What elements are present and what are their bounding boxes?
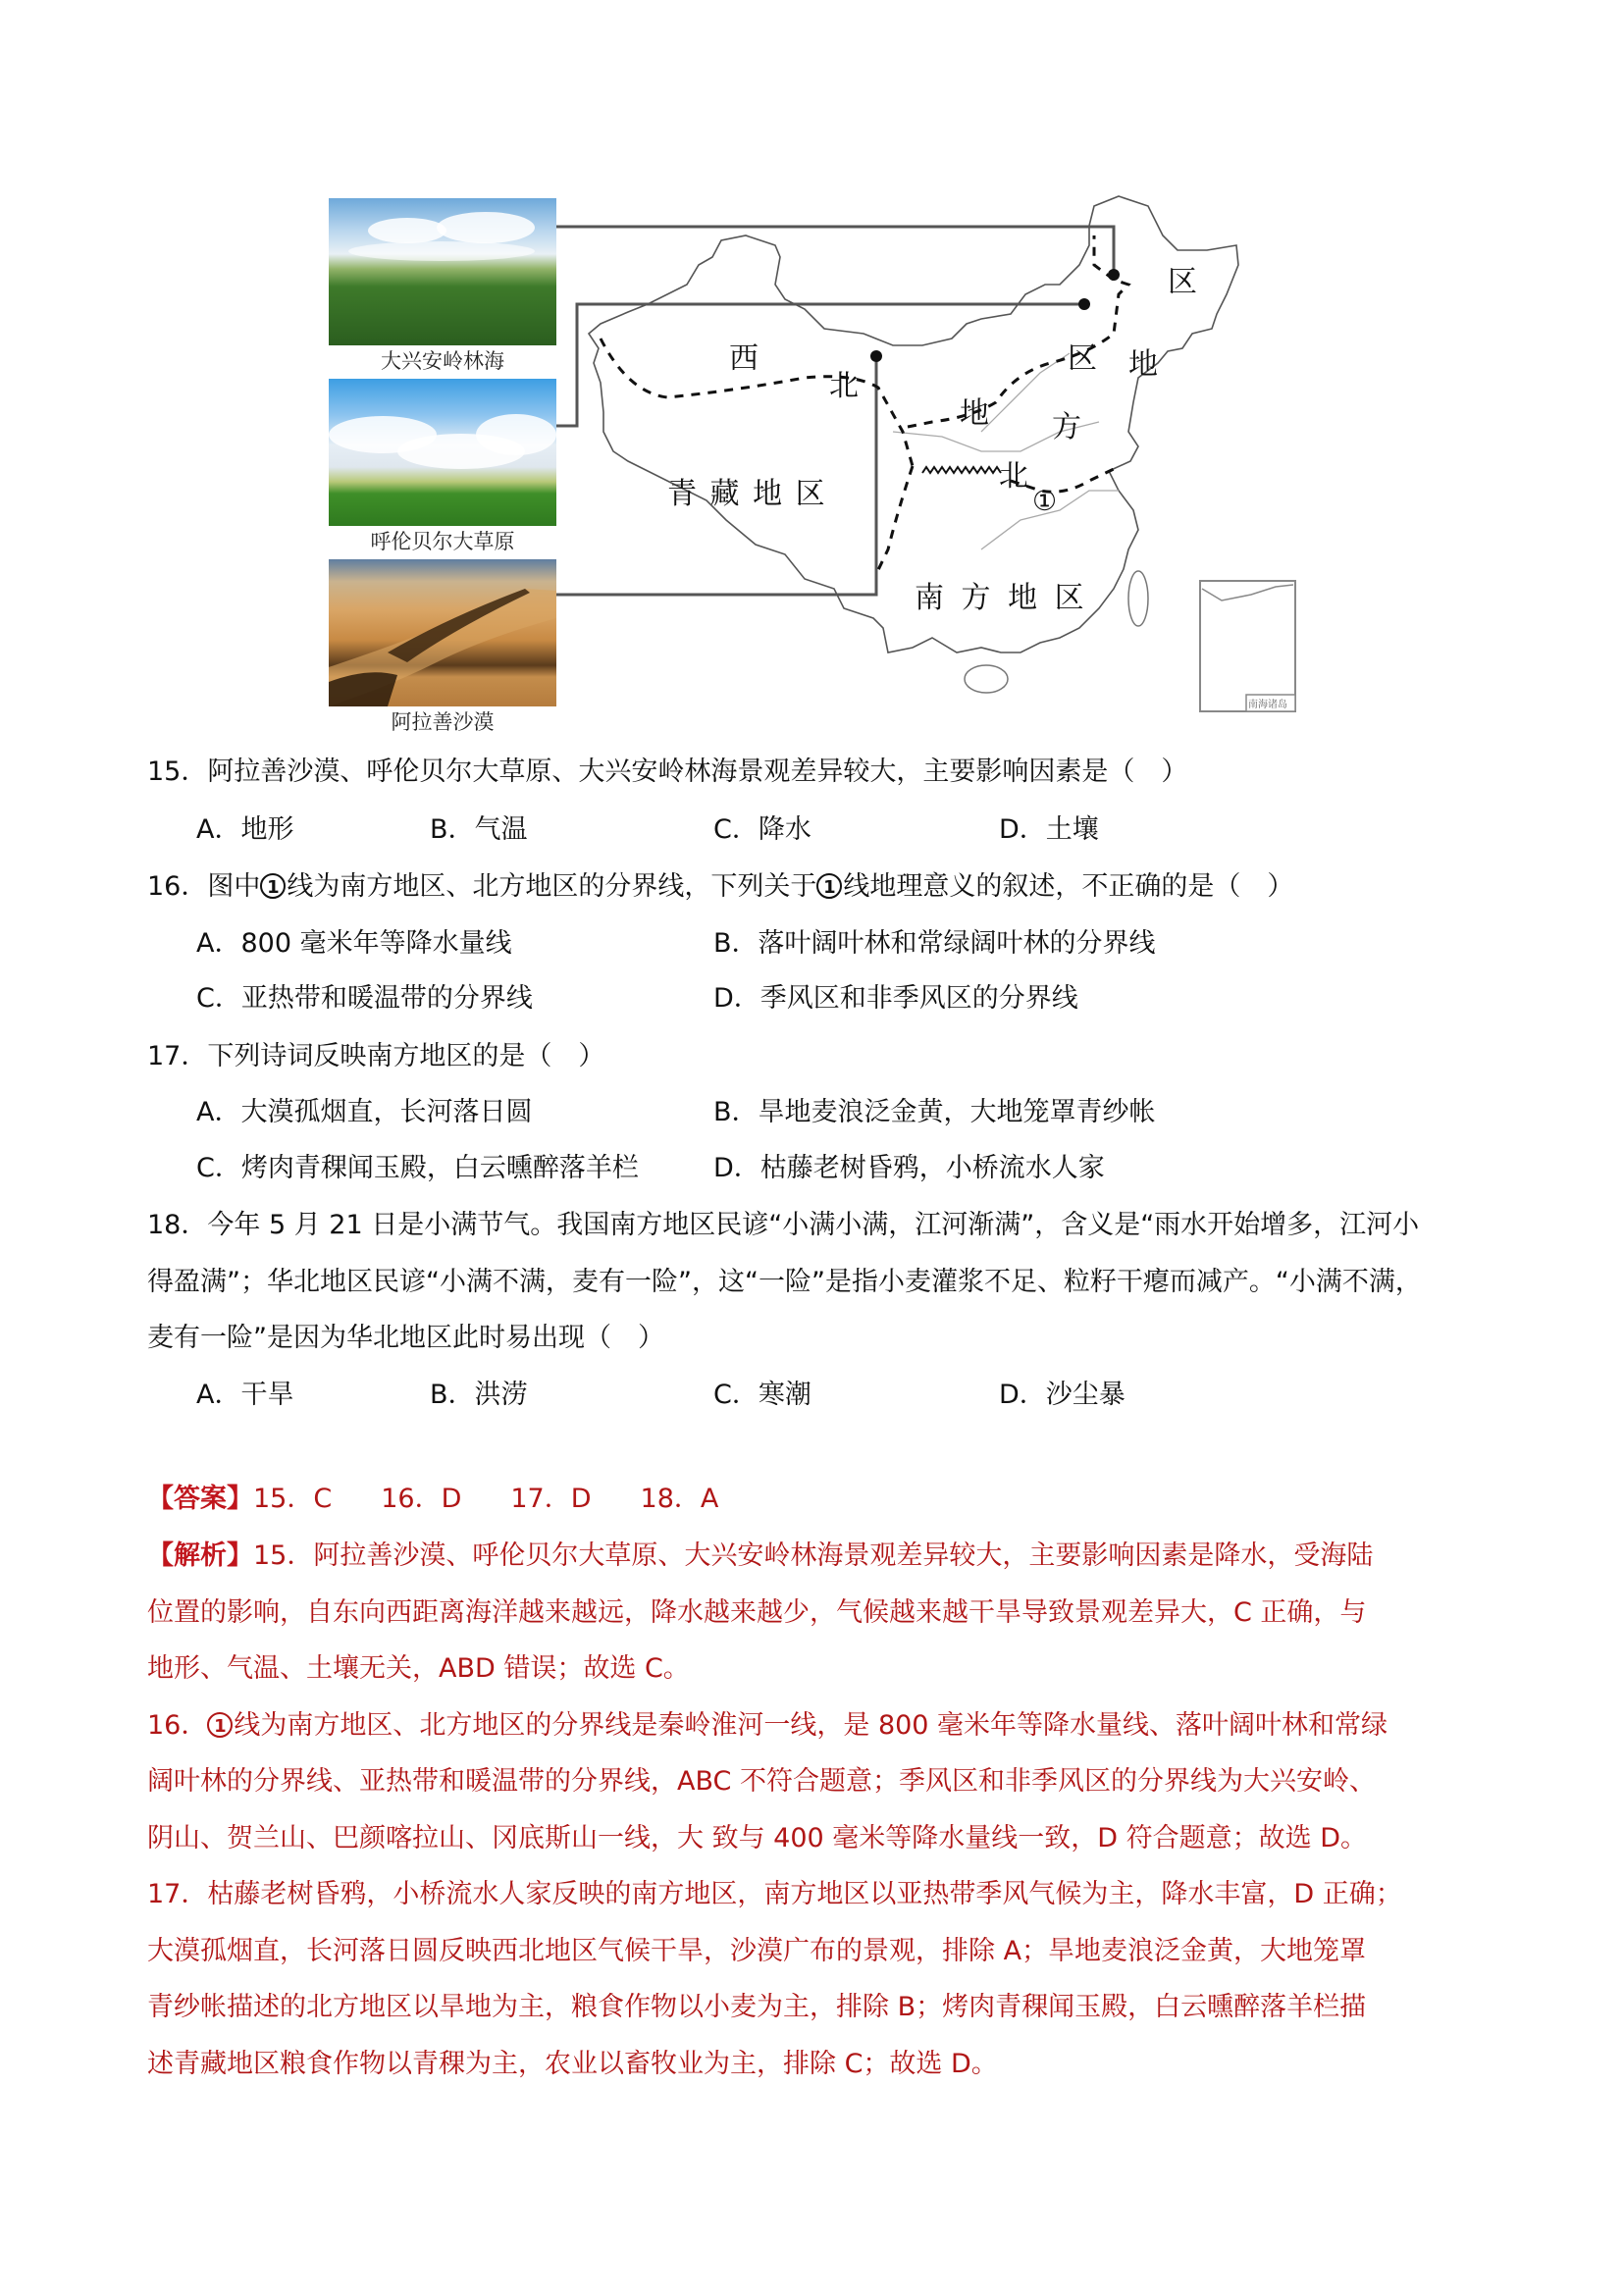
taiwan-island — [1128, 571, 1148, 626]
q16-option-d[interactable] — [713, 985, 1078, 1012]
option-key: D． — [713, 983, 760, 1014]
option-key: C． — [196, 1153, 241, 1183]
analysis-text: 15．阿拉善沙漠、呼伦贝尔大草原、大兴安岭林海景观差异较大，主要影响因素是降水，受海陆 — [253, 1540, 1374, 1571]
analysis-line-2: 位置的影响，自东向西距离海洋越来越远，降水越来越少，气候越来越干旱导致景观差异大，C 正确，与 — [147, 1597, 1367, 1628]
q18-option-d[interactable] — [999, 1382, 1126, 1408]
option-text: 降水 — [758, 814, 812, 845]
q16-option-b[interactable] — [713, 930, 1156, 957]
q17-option-d[interactable] — [713, 1155, 1105, 1181]
question-15-stem — [147, 758, 1187, 785]
boundary-northwest-north — [908, 235, 1128, 427]
q18-option-c[interactable] — [713, 1382, 812, 1408]
answer-item: 16．D — [381, 1484, 462, 1514]
photo-caption: 大兴安岭林海 — [381, 349, 504, 373]
analysis-line-7: 17．枯藤老树昏鸦，小桥流水人家反映的南方地区，南方地区以亚热带季风气候为主，降水丰富，D 正确； — [147, 1879, 1402, 1909]
question-text: 下列诗词反映南方地区的是（ ） — [207, 1041, 605, 1071]
map-label-xi: 西 — [729, 341, 759, 376]
analysis-line-9: 青纱帐描述的北方地区以旱地为主，粮食作物以小麦为主，排除 B；烤肉青稞闻玉殿，白云曛醉落羊栏描 — [147, 1992, 1367, 2022]
analysis-text: 线为南方地区、北方地区的分界线是秦岭淮河一线，是 800 毫米年等降水量线、落叶阔叶林和常绿 — [234, 1710, 1388, 1741]
china-regions-map — [0, 0, 1623, 746]
map-label-south-region: 南 方 地 区 — [915, 581, 1088, 615]
answer-label: 【答案】 — [147, 1484, 253, 1514]
option-key: B． — [713, 1097, 759, 1127]
question-16-stem — [147, 873, 1293, 900]
option-text: 800 毫米年等降水量线 — [240, 928, 512, 959]
analysis-line-6: 阴山、贺兰山、巴颜喀拉山、冈底斯山一线，大 致与 400 毫米等降水量线一致，D 符合题意；故选 D。 — [147, 1823, 1368, 1853]
question-number: 17． — [147, 1041, 208, 1071]
map-label-di-northeast: 地 — [1128, 347, 1158, 382]
question-text: 图中 — [207, 871, 261, 902]
question-text: 线地理意义的叙述，不正确的是（ ） — [843, 871, 1294, 902]
q17-option-a[interactable] — [196, 1099, 532, 1125]
circled-number-1-icon: 1 — [260, 873, 286, 899]
question-18-stem-line-2: 得盈满”；华北地区民谚“小满不满，麦有一险”，这“一险”是指小麦灌浆不足、粒籽干瘪而减产。“小满不满， — [147, 1267, 1422, 1297]
q17-option-b[interactable] — [713, 1099, 1156, 1125]
question-17-stem — [147, 1043, 604, 1070]
option-text: 枯藤老树昏鸦，小桥流水人家 — [759, 1153, 1105, 1183]
q17-option-c[interactable] — [196, 1155, 639, 1181]
map-label-bei-northwest: 北 — [829, 369, 859, 403]
option-key: A． — [196, 1380, 241, 1410]
south-china-sea-inset — [1200, 581, 1295, 711]
question-text: 今年 5 月 21 日是小满节气。我国南方地区民谚“小满小满，江河渐满”，含义是“雨水开始增多，江河小 — [207, 1210, 1420, 1240]
answer-item: 18．A — [640, 1484, 719, 1514]
q18-option-b[interactable] — [430, 1382, 528, 1408]
map-label-bei-north: 北 — [999, 459, 1028, 494]
marker-dot-grassland — [1078, 298, 1090, 310]
question-number: 18． — [147, 1210, 208, 1240]
q16-option-a[interactable] — [196, 930, 512, 957]
option-text: 旱地麦浪泛金黄，大地笼罩青纱帐 — [758, 1097, 1156, 1127]
q16-option-c[interactable] — [196, 985, 533, 1012]
map-label-di-north: 地 — [960, 396, 989, 431]
q18-option-a[interactable] — [196, 1382, 293, 1408]
question-text: 阿拉善沙漠、呼伦贝尔大草原、大兴安岭林海景观差异较大，主要影响因素是（ ） — [207, 757, 1188, 787]
analysis-line-10: 述青藏地区粮食作物以青稞为主，农业以畜牧业为主，排除 C；故选 D。 — [147, 2049, 998, 2079]
question-number: 15． — [147, 757, 208, 787]
connector-line-forest — [556, 227, 1114, 275]
q15-option-d[interactable] — [999, 816, 1099, 843]
option-text: 亚热带和暖温带的分界线 — [240, 983, 533, 1014]
analysis-number: 16． — [147, 1710, 208, 1741]
qinling-mountains-symbol — [922, 467, 1001, 473]
option-key: B． — [430, 814, 475, 845]
boundary-qingzang-south — [876, 466, 913, 574]
map-label-inset: 南海诸岛 — [1248, 700, 1287, 710]
option-text: 季风区和非季风区的分界线 — [759, 983, 1078, 1014]
map-label-line-1-marker: ① — [1032, 485, 1058, 517]
analysis-line-5: 阔叶林的分界线、亚热带和暖温带的分界线，ABC 不符合题意；季风区和非季风区的分界线为大兴安岭、 — [147, 1766, 1376, 1797]
option-key: D． — [999, 814, 1046, 845]
option-key: C． — [196, 983, 241, 1014]
option-key: B． — [713, 928, 759, 959]
q15-option-b[interactable] — [430, 816, 528, 843]
analysis-line-3: 地形、气温、土壤无关，ABD 错误；故选 C。 — [147, 1653, 690, 1684]
marker-dot-desert — [870, 350, 882, 362]
option-key: C． — [713, 1380, 759, 1410]
option-text: 寒潮 — [758, 1380, 812, 1410]
answer-item: 17．D — [510, 1484, 592, 1514]
photo-caption: 呼伦贝尔大草原 — [370, 530, 515, 553]
analysis-label: 【解析】 — [147, 1540, 253, 1571]
question-text: 线为南方地区、北方地区的分界线，下列关于 — [287, 871, 817, 902]
photo-caption: 阿拉善沙漠 — [391, 710, 495, 734]
option-key: A． — [196, 814, 241, 845]
map-label-fang-north: 方 — [1052, 410, 1081, 444]
q15-option-a[interactable] — [196, 816, 293, 843]
option-key: A． — [196, 928, 241, 959]
option-key: B． — [430, 1380, 475, 1410]
question-18-stem-line-3: 麦有一险”是因为华北地区此时易出现（ ） — [147, 1323, 664, 1353]
analysis-line-8: 大漠孤烟直，长河落日圆反映西北地区气候干旱，沙漠广布的景观，排除 A；旱地麦浪泛金黄，大地笼罩 — [147, 1936, 1367, 1966]
answer-item: 15．C — [253, 1484, 333, 1514]
option-text: 干旱 — [240, 1380, 294, 1410]
option-text: 烤肉青稞闻玉殿，白云曛醉落羊栏 — [240, 1153, 639, 1183]
map-label-qingzang-region: 青 藏 地 区 — [667, 477, 827, 511]
q15-option-c[interactable] — [713, 816, 812, 843]
analysis-line-4 — [147, 1712, 1387, 1739]
circled-number-1-icon: 1 — [207, 1712, 233, 1738]
hainan-island — [965, 665, 1008, 693]
question-number: 16． — [147, 871, 208, 902]
map-label-qu-northeast: 区 — [1168, 265, 1197, 299]
option-key: D． — [713, 1153, 760, 1183]
option-text: 落叶阔叶林和常绿阔叶林的分界线 — [758, 928, 1156, 959]
option-text: 洪涝 — [474, 1380, 528, 1410]
option-text: 土壤 — [1045, 814, 1099, 845]
circled-number-1-icon: 1 — [816, 873, 842, 899]
option-text: 大漠孤烟直，长河落日圆 — [240, 1097, 533, 1127]
question-18-stem-line-1 — [147, 1212, 1419, 1238]
map-label-qu-north: 区 — [1068, 341, 1097, 376]
option-text: 气温 — [474, 814, 528, 845]
option-key: C． — [713, 814, 759, 845]
option-key: A． — [196, 1097, 241, 1127]
option-key: D． — [999, 1380, 1046, 1410]
option-text: 沙尘暴 — [1045, 1380, 1126, 1410]
option-text: 地形 — [240, 814, 294, 845]
answer-line — [147, 1486, 718, 1512]
analysis-line-1 — [147, 1542, 1373, 1569]
